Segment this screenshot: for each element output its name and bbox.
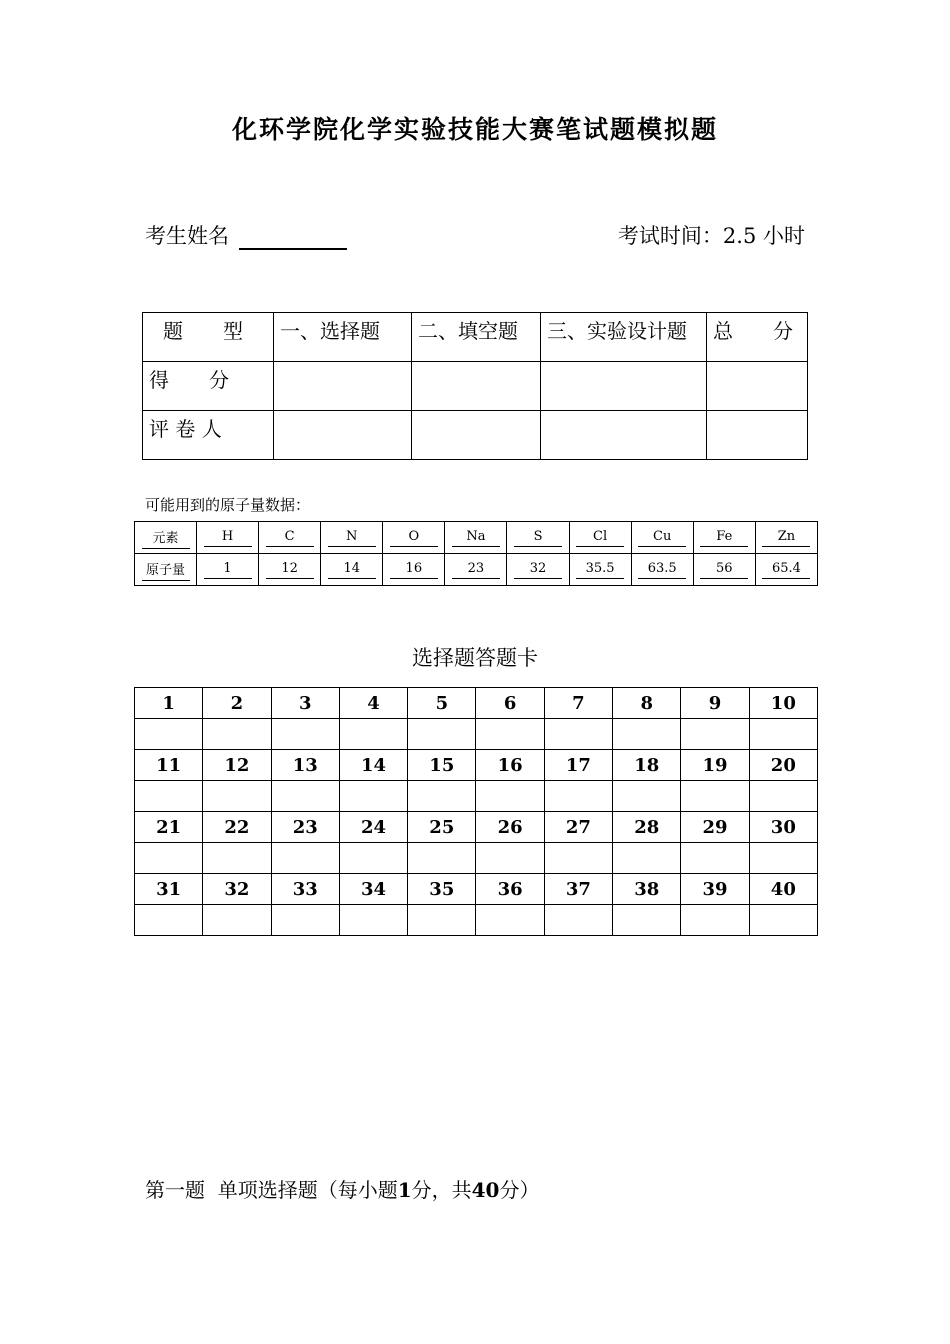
answer-cell[interactable] — [408, 905, 476, 936]
question-number: 17 — [544, 750, 612, 781]
question-number: 25 — [408, 812, 476, 843]
element-cell: Na — [445, 522, 507, 554]
answer-cell[interactable] — [476, 719, 544, 750]
score-cell[interactable] — [541, 362, 707, 411]
question-number: 24 — [339, 812, 407, 843]
answer-blank-row — [135, 843, 818, 874]
question-number: 22 — [203, 812, 271, 843]
question-number: 32 — [203, 874, 271, 905]
question-number: 27 — [544, 812, 612, 843]
question-number: 3 — [271, 688, 339, 719]
question-number: 15 — [408, 750, 476, 781]
mass-cell: 14 — [321, 554, 383, 586]
mass-cell: 63.5 — [631, 554, 693, 586]
answer-cell[interactable] — [613, 781, 681, 812]
question-number: 26 — [476, 812, 544, 843]
question-number: 11 — [135, 750, 203, 781]
answer-card-table — [134, 687, 818, 936]
answer-cell[interactable] — [476, 905, 544, 936]
answer-card-title: 选择题答题卡 — [412, 646, 538, 670]
element-cell: N — [321, 522, 383, 554]
question-number: 21 — [135, 812, 203, 843]
answer-cell[interactable] — [613, 843, 681, 874]
answer-cell[interactable] — [681, 781, 749, 812]
question-number: 6 — [476, 688, 544, 719]
grader-cell[interactable] — [412, 411, 541, 460]
question-number: 18 — [613, 750, 681, 781]
answer-cell[interactable] — [408, 719, 476, 750]
question-number: 35 — [408, 874, 476, 905]
mass-cell: 1 — [197, 554, 259, 586]
score-header-type — [143, 313, 274, 362]
mass-row-label: 原子量 — [135, 554, 197, 586]
element-row-label: 元素 — [135, 522, 197, 554]
element-cell: C — [259, 522, 321, 554]
element-row — [135, 522, 818, 554]
section1-points-total: 40 — [471, 1178, 500, 1202]
question-number: 39 — [681, 874, 749, 905]
mass-cell: 16 — [383, 554, 445, 586]
question-number: 14 — [339, 750, 407, 781]
question-number: 30 — [749, 812, 817, 843]
section1-label: 第一题 — [145, 1178, 205, 1202]
score-header-row — [143, 313, 808, 362]
mass-cell: 65.4 — [755, 554, 817, 586]
grader-cell[interactable] — [707, 411, 808, 460]
element-cell: Cl — [569, 522, 631, 554]
answer-cell[interactable] — [749, 843, 817, 874]
element-cell: S — [507, 522, 569, 554]
answer-blank-row — [135, 905, 818, 936]
answer-cell[interactable] — [476, 781, 544, 812]
score-cell[interactable] — [412, 362, 541, 411]
answer-blank-row — [135, 719, 818, 750]
answer-cell[interactable] — [135, 843, 203, 874]
answer-cell[interactable] — [271, 719, 339, 750]
answer-cell[interactable] — [408, 843, 476, 874]
score-header-design: 三、实验设计题 — [541, 313, 707, 362]
answer-cell[interactable] — [339, 905, 407, 936]
answer-cell[interactable] — [408, 781, 476, 812]
question-number: 34 — [339, 874, 407, 905]
grader-row — [143, 411, 808, 460]
score-cell[interactable] — [274, 362, 412, 411]
score-header-total: 总 分 — [707, 313, 808, 362]
answer-cell[interactable] — [271, 781, 339, 812]
score-table — [142, 312, 808, 460]
mass-cell: 56 — [693, 554, 755, 586]
section1-heading — [145, 1174, 539, 1203]
score-row-label: 得 分 — [143, 362, 274, 411]
answer-cell[interactable] — [339, 843, 407, 874]
answer-cell[interactable] — [339, 719, 407, 750]
question-number: 29 — [681, 812, 749, 843]
element-cell: Zn — [755, 522, 817, 554]
answer-cell[interactable] — [203, 781, 271, 812]
answer-cell[interactable] — [749, 719, 817, 750]
score-header-type-label: 题 型 — [163, 319, 243, 343]
answer-number-row — [135, 874, 818, 905]
answer-cell[interactable] — [544, 781, 612, 812]
answer-cell[interactable] — [271, 905, 339, 936]
question-number: 2 — [203, 688, 271, 719]
answer-cell[interactable] — [749, 905, 817, 936]
answer-number-row — [135, 812, 818, 843]
score-row — [143, 362, 808, 411]
mass-cell: 35.5 — [569, 554, 631, 586]
answer-cell[interactable] — [271, 843, 339, 874]
section1-text-a: 单项选择题（每小题 — [217, 1178, 398, 1202]
element-cell: H — [197, 522, 259, 554]
section1-points-each: 1 — [397, 1178, 412, 1202]
atomic-mass-table — [134, 521, 818, 586]
exam-time: 考试时间：2.5 小时 — [617, 224, 805, 248]
answer-cell[interactable] — [613, 719, 681, 750]
grader-row-label: 评 卷 人 — [143, 411, 274, 460]
answer-number-row — [135, 688, 818, 719]
element-cell: Cu — [631, 522, 693, 554]
answer-cell[interactable] — [681, 905, 749, 936]
question-number: 23 — [271, 812, 339, 843]
question-number: 28 — [613, 812, 681, 843]
answer-cell[interactable] — [544, 905, 612, 936]
section1-text-b: 分，共 — [411, 1178, 472, 1202]
answer-cell[interactable] — [544, 719, 612, 750]
candidate-info-row — [145, 220, 805, 250]
mass-cell: 23 — [445, 554, 507, 586]
question-number: 38 — [613, 874, 681, 905]
candidate-name-blank[interactable] — [239, 226, 347, 250]
question-number: 40 — [749, 874, 817, 905]
mass-cell: 12 — [259, 554, 321, 586]
section1-text-c: 分） — [499, 1178, 540, 1202]
grader-cell[interactable] — [274, 411, 412, 460]
score-cell[interactable] — [707, 362, 808, 411]
answer-cell[interactable] — [476, 843, 544, 874]
question-number: 37 — [544, 874, 612, 905]
question-number: 1 — [135, 688, 203, 719]
question-number: 10 — [749, 688, 817, 719]
question-number: 13 — [271, 750, 339, 781]
mass-row — [135, 554, 818, 586]
score-header-fill: 二、填空题 — [412, 313, 541, 362]
page-title: 化环学院化学实验技能大赛笔试题模拟题 — [231, 115, 718, 144]
question-number: 8 — [613, 688, 681, 719]
answer-cell[interactable] — [544, 843, 612, 874]
question-number: 5 — [408, 688, 476, 719]
answer-cell[interactable] — [749, 781, 817, 812]
answer-cell[interactable] — [339, 781, 407, 812]
question-number: 19 — [681, 750, 749, 781]
answer-cell[interactable] — [681, 719, 749, 750]
mass-cell: 32 — [507, 554, 569, 586]
question-number: 4 — [339, 688, 407, 719]
candidate-name-label: 考生姓名 — [145, 224, 229, 248]
question-number: 9 — [681, 688, 749, 719]
element-cell: O — [383, 522, 445, 554]
question-number: 20 — [749, 750, 817, 781]
answer-blank-row — [135, 781, 818, 812]
question-number: 12 — [203, 750, 271, 781]
question-number: 36 — [476, 874, 544, 905]
element-cell: Fe — [693, 522, 755, 554]
answer-cell[interactable] — [203, 843, 271, 874]
answer-cell[interactable] — [203, 905, 271, 936]
answer-number-row — [135, 750, 818, 781]
answer-cell[interactable] — [203, 719, 271, 750]
answer-cell[interactable] — [135, 905, 203, 936]
question-number: 31 — [135, 874, 203, 905]
atomic-mass-caption: 可能用到的原子量数据： — [145, 496, 311, 514]
question-number: 7 — [544, 688, 612, 719]
question-number: 33 — [271, 874, 339, 905]
answer-cell[interactable] — [135, 781, 203, 812]
answer-cell[interactable] — [135, 719, 203, 750]
answer-cell[interactable] — [613, 905, 681, 936]
score-header-choice: 一、选择题 — [274, 313, 412, 362]
question-number: 16 — [476, 750, 544, 781]
answer-cell[interactable] — [681, 843, 749, 874]
grader-cell[interactable] — [541, 411, 707, 460]
candidate-name-field — [145, 220, 347, 250]
